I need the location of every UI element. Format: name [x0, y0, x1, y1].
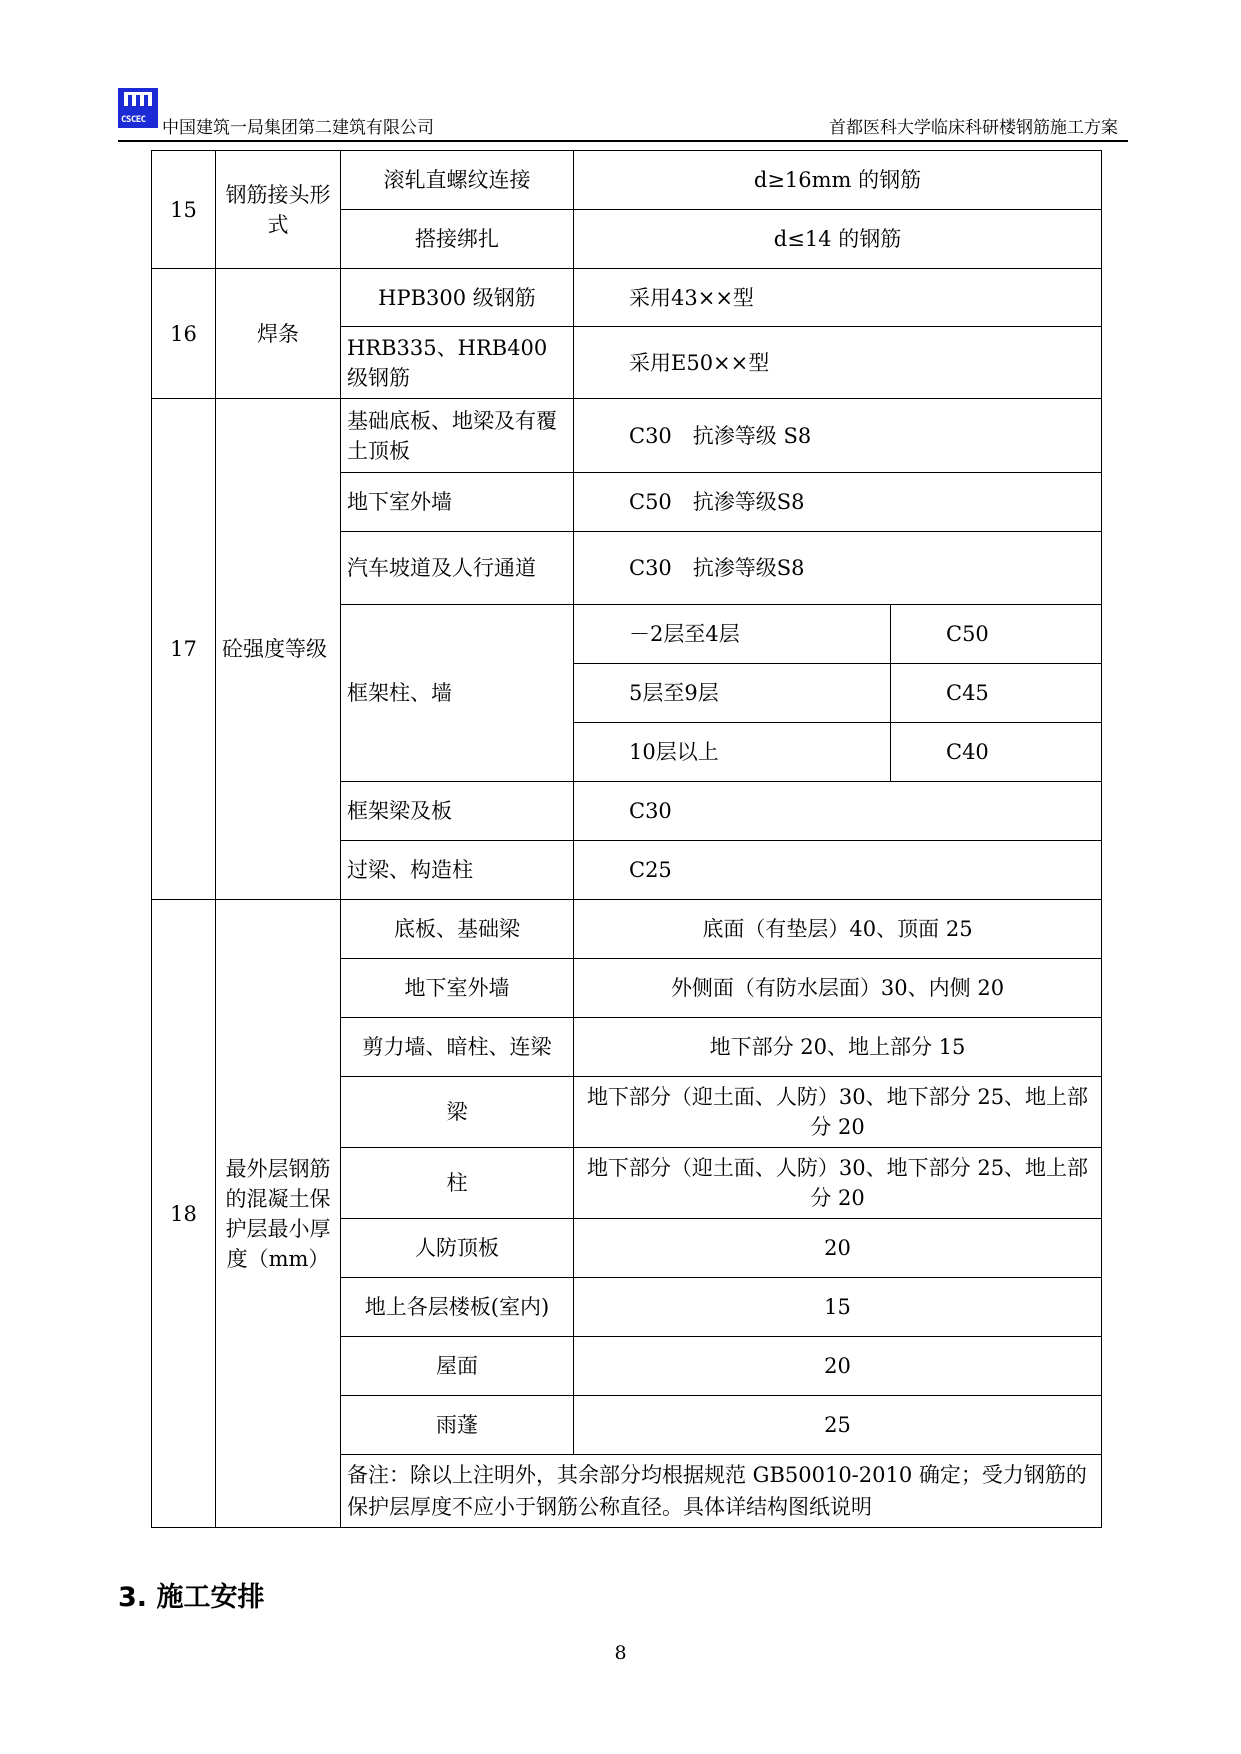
floor-range: －2层至4层 [574, 605, 891, 664]
sub-item: 人防顶板 [341, 1219, 574, 1278]
sub-item: 汽车坡道及人行通道 [341, 532, 574, 605]
sub-item: 搭接绑扎 [341, 210, 574, 269]
item-name: 焊条 [216, 269, 341, 399]
table-row [152, 399, 1102, 473]
page-number: 8 [614, 1642, 627, 1664]
grade-value: C50 [891, 605, 1102, 664]
sub-item: 滚轧直螺纹连接 [341, 151, 574, 210]
item-value: C50 抗渗等级S8 [574, 473, 1102, 532]
row-number: 17 [152, 399, 216, 900]
document-title: 首都医科大学临床科研楼钢筋施工方案 [829, 118, 1118, 138]
sub-item: 底板、基础梁 [341, 900, 574, 959]
row-number: 18 [152, 900, 216, 1528]
grade-value: C45 [891, 664, 1102, 723]
item-name: 砼强度等级 [216, 399, 341, 900]
section-heading: 3. 施工安排 [118, 1582, 265, 1613]
sub-item: 框架梁及板 [341, 782, 574, 841]
table-row [152, 900, 1102, 959]
item-value: C30 抗渗等级S8 [574, 532, 1102, 605]
item-value: C25 [574, 841, 1102, 900]
row-number: 16 [152, 269, 216, 399]
item-value: 20 [574, 1337, 1102, 1396]
sub-item: 柱 [341, 1148, 574, 1219]
logo-text: CSCEC [121, 115, 146, 125]
item-value: 20 [574, 1219, 1102, 1278]
company-logo [118, 88, 158, 128]
page-header [118, 88, 1128, 142]
table-note: 备注：除以上注明外，其余部分均根据规范 GB50010-2010 确定；受力钢筋的保护层厚度不应小于钢筋公称直径。具体详结构图纸说明 [341, 1455, 1102, 1528]
sub-item: 基础底板、地梁及有覆土顶板 [341, 399, 574, 473]
table-row [152, 151, 1102, 210]
sub-item: 地下室外墙 [341, 959, 574, 1018]
table-row [152, 269, 1102, 327]
floor-range: 10层以上 [574, 723, 891, 782]
sub-item: 剪力墙、暗柱、连梁 [341, 1018, 574, 1077]
company-name: 中国建筑一局集团第二建筑有限公司 [162, 118, 434, 138]
sub-item: 地上各层楼板(室内) [341, 1278, 574, 1337]
item-value: 底面（有垫层）40、顶面 25 [574, 900, 1102, 959]
item-value: 25 [574, 1396, 1102, 1455]
sub-item: 过梁、构造柱 [341, 841, 574, 900]
sub-item: 梁 [341, 1077, 574, 1148]
item-value: 地下部分（迎土面、人防）30、地下部分 25、地上部分 20 [574, 1077, 1102, 1148]
item-value: C30 [574, 782, 1102, 841]
item-value: d≥16mm 的钢筋 [574, 151, 1102, 210]
grade-value: C40 [891, 723, 1102, 782]
item-value: 地下部分 20、地上部分 15 [574, 1018, 1102, 1077]
item-value: 采用43××型 [574, 269, 1102, 327]
item-value: d≤14 的钢筋 [574, 210, 1102, 269]
item-value: 外侧面（有防水层面）30、内侧 20 [574, 959, 1102, 1018]
sub-item: 屋面 [341, 1337, 574, 1396]
sub-item: 地下室外墙 [341, 473, 574, 532]
sub-item: HRB335、HRB400级钢筋 [341, 327, 574, 399]
sub-item: 雨蓬 [341, 1396, 574, 1455]
rebar-spec-table [151, 150, 1102, 1528]
sub-item: HPB300 级钢筋 [341, 269, 574, 327]
row-number: 15 [152, 151, 216, 269]
item-value: C30 抗渗等级 S8 [574, 399, 1102, 473]
item-value: 地下部分（迎土面、人防）30、地下部分 25、地上部分 20 [574, 1148, 1102, 1219]
floor-range: 5层至9层 [574, 664, 891, 723]
item-value: 采用E50××型 [574, 327, 1102, 399]
item-name: 钢筋接头形式 [216, 151, 341, 269]
item-value: 15 [574, 1278, 1102, 1337]
item-name: 最外层钢筋的混凝土保护层最小厚度（mm） [216, 900, 341, 1528]
sub-item: 框架柱、墙 [341, 605, 574, 782]
